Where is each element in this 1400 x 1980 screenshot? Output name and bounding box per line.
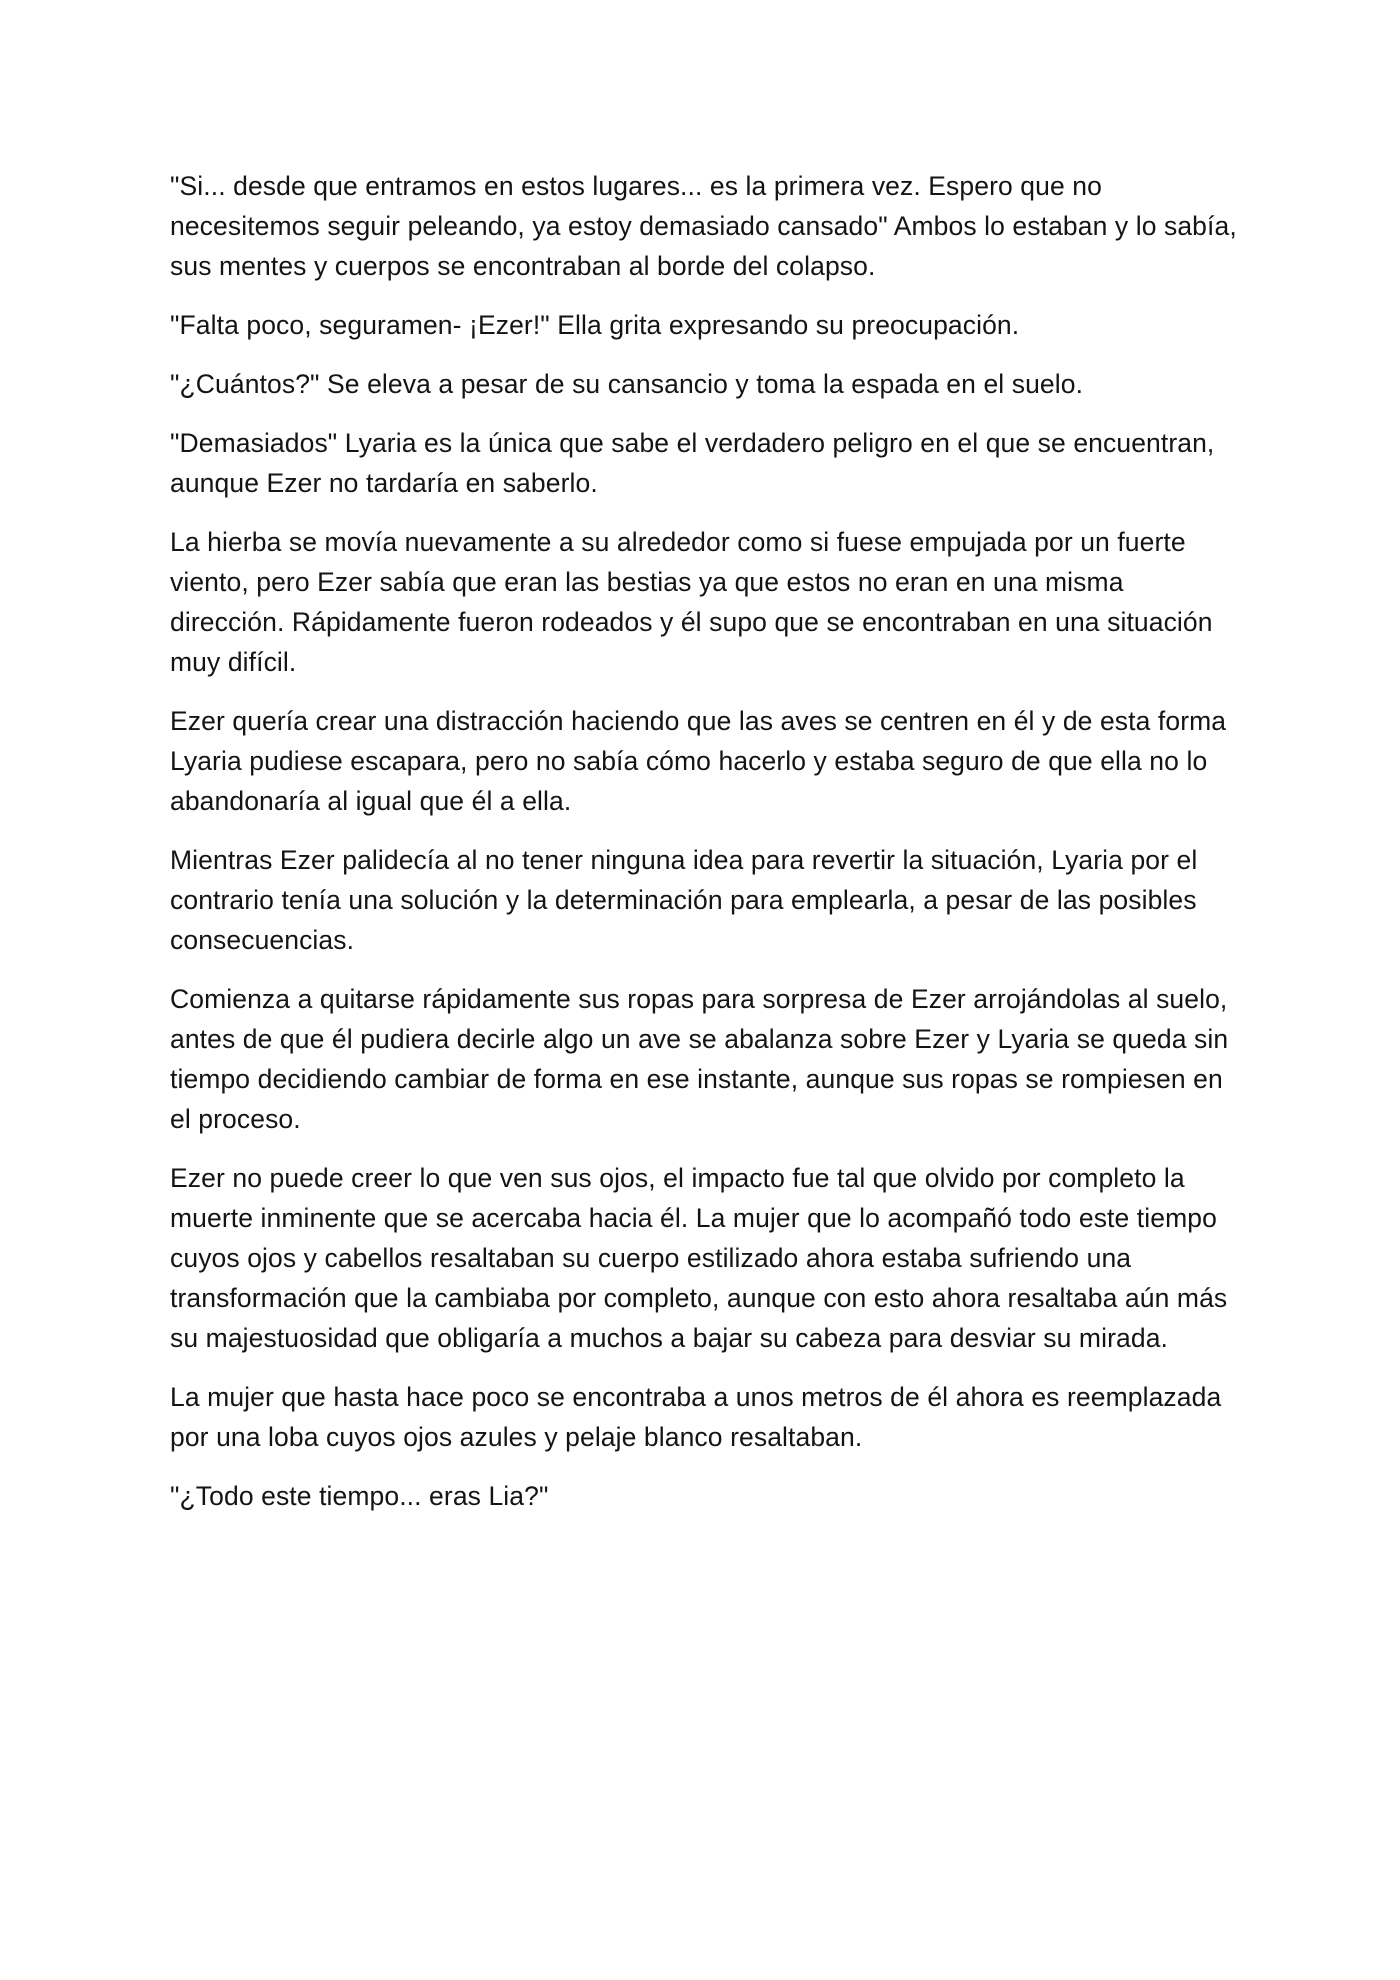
document-body [170,166,1242,1535]
paragraph: "Demasiados" Lyaria es la única que sabe el verdadero peligro en el que se encuentran, aunque Ezer no tardaría en saberlo. [170,428,1215,498]
paragraph: "Falta poco, seguramen- ¡Ezer!" Ella grita expresando su preocupación. [170,310,1020,340]
paragraph: Ezer quería crear una distracción haciendo que las aves se centren en él y de esta forma Lyaria pudiese escapara, pero no sabía cómo hacerlo y estaba seguro de que ella no lo abandonaría al igual que él a ella. [170,706,1227,816]
paragraph: "¿Cuántos?" Se eleva a pesar de su cansancio y toma la espada en el suelo. [170,369,1084,399]
paragraph: La mujer que hasta hace poco se encontraba a unos metros de él ahora es reemplazada por una loba cuyos ojos azules y pelaje blanco resaltaban. [170,1382,1222,1452]
paragraph: "Si... desde que entramos en estos lugares... es la primera vez. Espero que no necesitemos seguir peleando, ya estoy demasiado cansado" Ambos lo estaban y lo sabía, sus mentes y cuerpos se encontraban al borde del colapso. [170,171,1237,281]
paragraph: Mientras Ezer palidecía al no tener ninguna idea para revertir la situación, Lyaria por el contrario tenía una solución y la determinación para emplearla, a pesar de las posibles consecuencias. [170,845,1198,955]
paragraph: "¿Todo este tiempo... eras Lia?" [170,1481,549,1511]
paragraph: Comienza a quitarse rápidamente sus ropas para sorpresa de Ezer arrojándolas al suelo, antes de que él pudiera decirle algo un ave se abalanza sobre Ezer y Lyaria se queda sin tiempo decidiendo cambiar de forma en ese instante, aunque sus ropas se rompiesen en el proceso. [170,984,1229,1134]
paragraph: Ezer no puede creer lo que ven sus ojos, el impacto fue tal que olvido por completo la muerte inminente que se acercaba hacia él. La mujer que lo acompañó todo este tiempo cuyos ojos y cabellos resaltaban su cuerpo estilizado ahora estaba sufriendo una transformación que la cambiaba por completo, aunque con esto ahora resaltaba aún más su majestuosidad que obligaría a muchos a bajar su cabeza para desviar su mirada. [170,1163,1228,1353]
paragraph: La hierba se movía nuevamente a su alrededor como si fuese empujada por un fuerte viento, pero Ezer sabía que eran las bestias ya que estos no eran en una misma dirección. Rápidamente fueron rodeados y él supo que se encontraban en una situación muy difícil. [170,527,1213,677]
